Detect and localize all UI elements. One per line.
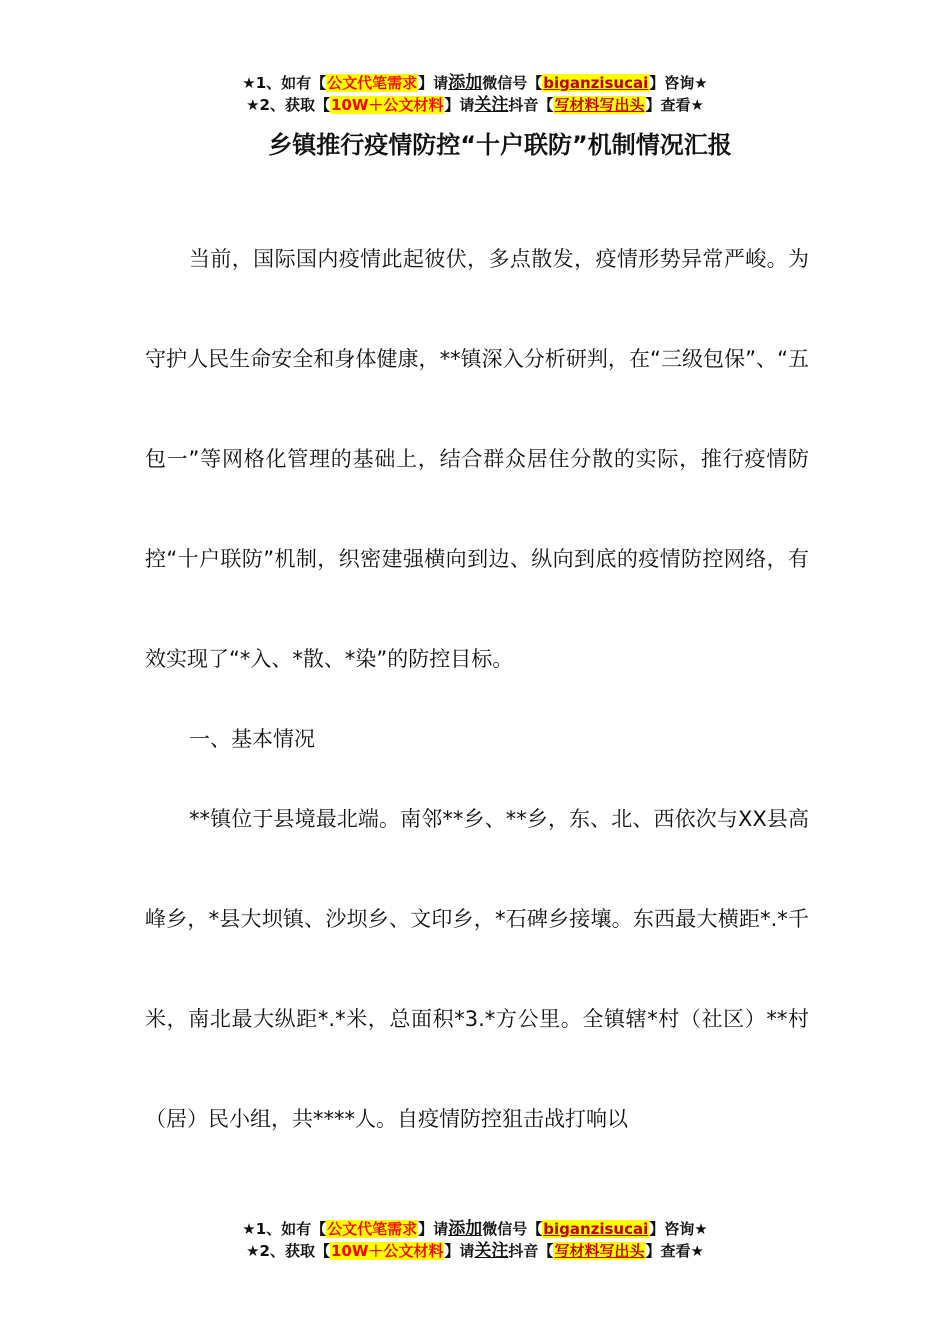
highlight-service: 公文代笔需求 <box>327 1220 418 1238</box>
promo-text: ★2、获取【 <box>246 1242 330 1260</box>
promo-text: 抖音【 <box>508 96 554 114</box>
promo-emphasis: 关注 <box>474 95 509 115</box>
promo-emphasis: 关注 <box>474 1241 509 1261</box>
highlight-materials: 10W＋公文材料 <box>330 96 444 114</box>
section-heading: 一、基本情况 <box>189 727 315 751</box>
promo-header <box>0 72 950 116</box>
promo-text: 抖音【 <box>508 1242 554 1260</box>
paragraph-basic-info: **镇位于县境最北端。南邻**乡、**乡，东、北、西依次与XX县高峰乡，*县大坝镇、沙坝乡、文印乡，*石碑乡接壤。东西最大横距*.*千米，南北最大纵距*.*米，总面积*3.*方公里。全镇辖*村（社区）**村（居）民小组，共****人。自疫情防控狙击战打响以 <box>145 807 809 1131</box>
douyin-account[interactable]: 写材料写出头 <box>554 96 645 114</box>
promo-text: 】查看★ <box>645 96 704 114</box>
wechat-id[interactable]: biganzisucai <box>543 1220 649 1238</box>
paragraph-intro: 当前，国际国内疫情此起彼伏，多点散发，疫情形势异常严峻。为守护人民生命安全和身体健康，**镇深入分析研判，在“三级包保”、“五包一”等网格化管理的基础上，结合群众居住分散的实际，推行疫情防控“十户联防”机制，织密建强横向到边、纵向到底的疫情防控网络，有效实现了“*入、*散、*染”的防控目标。 <box>145 247 809 671</box>
promo-text: 】请 <box>418 1220 449 1238</box>
wechat-id[interactable]: biganzisucai <box>543 74 649 92</box>
promo-emphasis: 添加 <box>448 1219 483 1239</box>
promo-text: ★2、获取【 <box>246 96 330 114</box>
promo-text: 】咨询★ <box>649 1220 708 1238</box>
promo-text: 微信号【 <box>482 74 543 92</box>
promo-text: ★1、如有【 <box>242 1220 327 1238</box>
highlight-materials: 10W＋公文材料 <box>330 1242 444 1260</box>
highlight-service: 公文代笔需求 <box>327 74 418 92</box>
promo-text: 】查看★ <box>645 1242 704 1260</box>
promo-text: 】请 <box>444 96 475 114</box>
promo-text: 】请 <box>418 74 449 92</box>
douyin-account[interactable]: 写材料写出头 <box>554 1242 645 1260</box>
document-body <box>145 209 809 1213</box>
promo-text: 】请 <box>444 1242 475 1260</box>
promo-line-2 <box>0 94 950 116</box>
promo-text: 微信号【 <box>482 1220 543 1238</box>
promo-emphasis: 添加 <box>448 73 483 93</box>
document-title: 乡镇推行疫情防控“十户联防”机制情况汇报 <box>268 131 732 159</box>
promo-line-1 <box>0 72 950 94</box>
promo-text: 】咨询★ <box>649 74 708 92</box>
promo-footer <box>0 1218 950 1262</box>
promo-line-2 <box>0 1240 950 1262</box>
promo-line-1 <box>0 1218 950 1240</box>
promo-text: ★1、如有【 <box>242 74 327 92</box>
